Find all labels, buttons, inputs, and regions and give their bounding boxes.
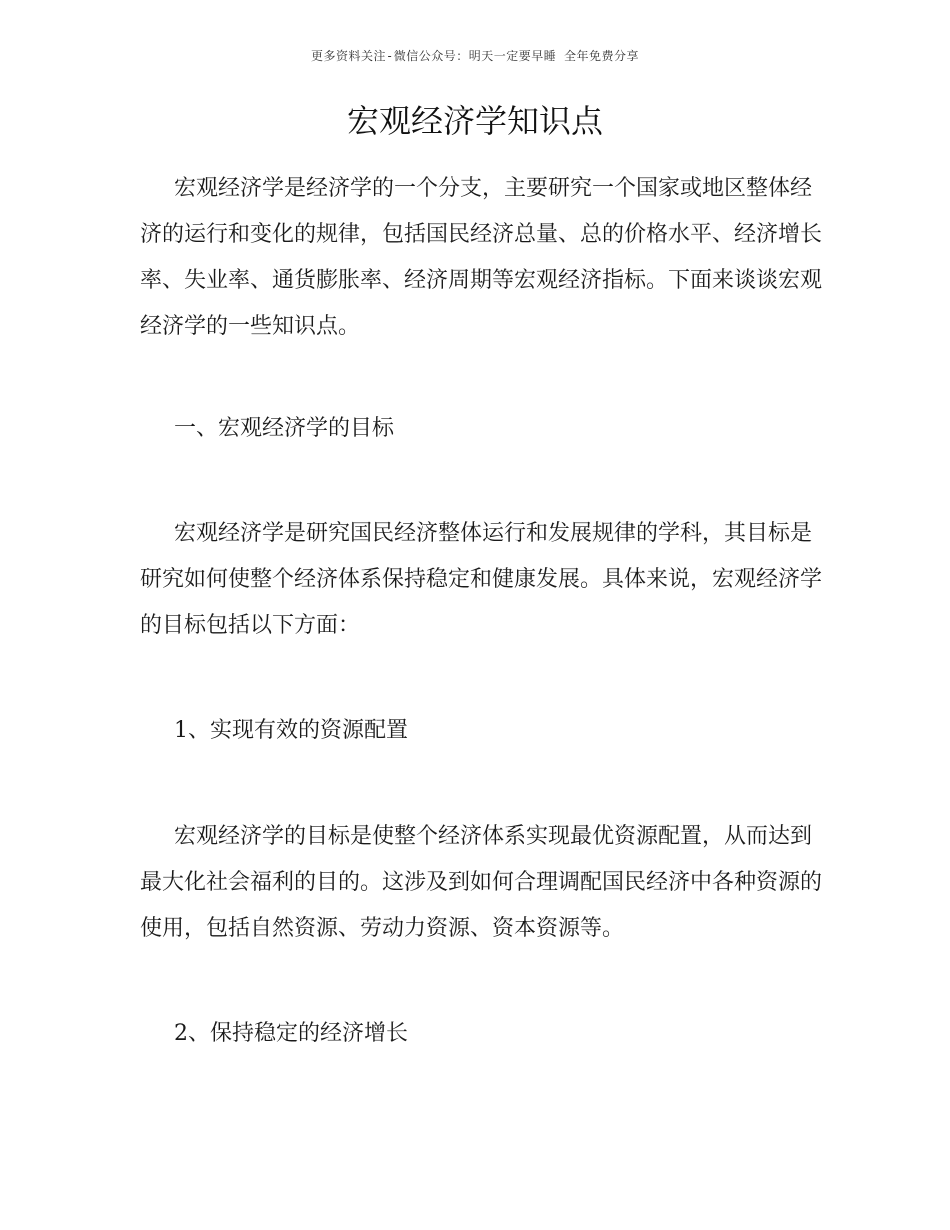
header-note: 更多资料关注-微信公众号：明天一定要早睡 全年免费分享 [311,49,639,63]
section-goals-paragraph: 宏观经济学是研究国民经济整体运行和发展规律的学科，其目标是研究如何使整个经济体系保持稳定和健康发展。具体来说，宏观经济学的目标包括以下方面： [140,521,823,638]
item-heading-stable-growth: 2、保持稳定的经济增长 [174,1021,408,1046]
item-heading-resource-allocation: 1、实现有效的资源配置 [174,718,408,743]
item-resource-allocation-paragraph: 宏观经济学的目标是使整个经济体系实现最优资源配置，从而达到最大化社会福利的目的。这涉及到如何合理调配国民经济中各种资源的使用，包括自然资源、劳动力资源、资本资源等。 [140,824,823,941]
page-title: 宏观经济学知识点 [346,102,603,140]
intro-paragraph: 宏观经济学是经济学的一个分支，主要研究一个国家或地区整体经济的运行和变化的规律，包括国民经济总量、总的价格水平、经济增长率、失业率、通货膨胀率、经济周期等宏观经济指标。下面来谈谈宏观经济学的一些知识点。 [140,176,823,339]
section-heading-goals: 一、宏观经济学的目标 [174,416,395,441]
